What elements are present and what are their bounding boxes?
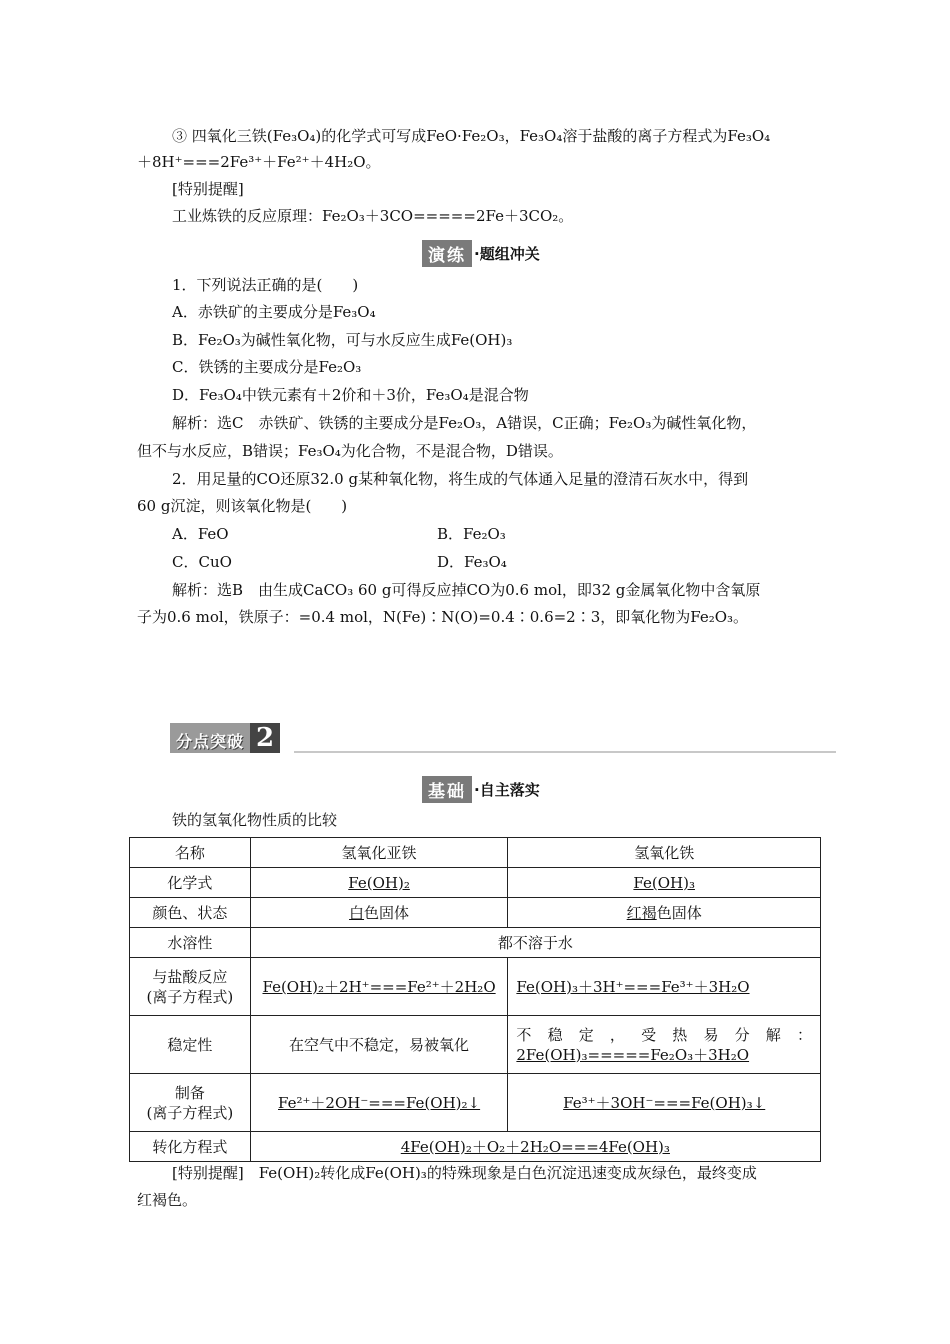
- drill-tag: 演练: [422, 240, 472, 267]
- table-row: [130, 898, 821, 928]
- header-cell: 氢氧化亚铁: [250, 838, 508, 868]
- header-cell: 氢氧化铁: [508, 838, 821, 868]
- section-label-box: [170, 723, 280, 753]
- cell-value: 4Fe(OH)₂＋O₂＋2H₂O===4Fe(OH)₃: [400, 1137, 670, 1156]
- basic-tag: 基础: [422, 776, 472, 803]
- label-line: 与盐酸反应: [152, 967, 228, 986]
- table-caption: 铁的氢氧化物性质的比较: [172, 811, 338, 829]
- q2-option-a: A．FeO: [172, 525, 229, 543]
- label-line: (离子方程式): [146, 987, 234, 1006]
- q1-option-a: A．赤铁矿的主要成分是Fe₃O₄: [172, 303, 376, 321]
- cell-value: 红褐: [626, 903, 657, 922]
- label-line: 制备: [174, 1083, 205, 1102]
- q2-option-b: B．Fe₂O₃: [437, 525, 506, 543]
- hydroxide-comparison-table: [129, 837, 821, 1162]
- table-cell: [250, 958, 508, 1016]
- q2-stem-line-2: 60 g沉淀，则该氧化物是( ): [137, 497, 348, 515]
- row-label: 水溶性: [130, 928, 251, 958]
- drill-header: [422, 240, 540, 267]
- q2-stem-line-1: 2．用足量的CO还原32.0 g某种氧化物，将生成的气体通入足量的澄清石灰水中，得到: [172, 470, 749, 488]
- table-row: [130, 868, 821, 898]
- row-label: 转化方程式: [130, 1132, 251, 1162]
- table-cell: [508, 1016, 821, 1074]
- q1-option-b: B．Fe₂O₃为碱性氧化物，可与水反应生成Fe(OH)₃: [172, 331, 513, 349]
- cell-value: 白: [349, 903, 365, 922]
- table-row: [130, 1132, 821, 1162]
- table-cell: [250, 868, 508, 898]
- q1-answer-line-2: 但不与水反应，B错误；Fe₃O₄为化合物，不是混合物，D错误。: [137, 442, 563, 460]
- table-cell: [508, 898, 821, 928]
- cell-value: 2Fe(OH)₃=====Fe₂O₃＋3H₂O: [516, 1045, 750, 1064]
- cell-value: Fe(OH)₂＋2H⁺===Fe²⁺＋2H₂O: [262, 977, 496, 996]
- basic-header: [422, 776, 540, 803]
- table-cell: 都不溶于水: [250, 928, 820, 958]
- table-cell: [250, 1132, 820, 1162]
- section-rule: [294, 751, 836, 753]
- table-row: [130, 1074, 821, 1132]
- row-label: [130, 958, 251, 1016]
- row-label: 颜色、状态: [130, 898, 251, 928]
- cell-line: 不稳定，受热易分解：: [516, 1025, 812, 1044]
- q2-option-d: D．Fe₃O₄: [437, 553, 507, 571]
- table-row: [130, 958, 821, 1016]
- cell-value: Fe(OH)₂: [348, 873, 410, 892]
- q1-option-d: D．Fe₃O₄中铁元素有＋2价和＋3价，Fe₃O₄是混合物: [172, 386, 529, 404]
- table-row: [130, 838, 821, 868]
- table-cell: [508, 868, 821, 898]
- cell-value: Fe(OH)₃＋3H⁺===Fe³⁺＋3H₂O: [516, 977, 750, 996]
- section-title: 分点突破: [176, 732, 245, 751]
- q1-stem: 1．下列说法正确的是( ): [172, 276, 359, 294]
- q2-answer-line-1: 解析：选B 由生成CaCO₃ 60 g可得反应掉CO为0.6 mol，即32 g金属氧化物中含氧原: [172, 581, 761, 599]
- section-banner: [170, 723, 836, 755]
- label-line: (离子方程式): [146, 1103, 234, 1122]
- table-cell: [508, 958, 821, 1016]
- final-reminder-line-1: [特别提醒] Fe(OH)₂转化成Fe(OH)₃的特殊现象是白色沉淀迅速变成灰绿色，最终变成: [172, 1164, 757, 1182]
- fe3o4-line-1: ③ 四氧化三铁(Fe₃O₄)的化学式可写成FeO·Fe₂O₃，Fe₃O₄溶于盐酸的离子方程式为Fe₃O₄: [172, 127, 771, 145]
- basic-subtitle: ·自主落实: [474, 781, 540, 799]
- cell-value: 色固体: [364, 903, 410, 922]
- q1-option-c: C．铁锈的主要成分是Fe₂O₃: [172, 358, 362, 376]
- table-cell: [508, 1074, 821, 1132]
- cell-value: Fe²⁺＋2OH⁻===Fe(OH)₂↓: [278, 1093, 481, 1112]
- row-label: 化学式: [130, 868, 251, 898]
- special-reminder-label: [特别提醒]: [172, 180, 244, 198]
- cell-value: 色固体: [656, 903, 702, 922]
- cell-value: Fe³⁺＋3OH⁻===Fe(OH)₃↓: [563, 1093, 766, 1112]
- table-row: [130, 928, 821, 958]
- row-label: [130, 1074, 251, 1132]
- fe3o4-line-2: ＋8H⁺===2Fe³⁺＋Fe²⁺＋4H₂O。: [137, 153, 381, 171]
- final-reminder-line-2: 红褐色。: [137, 1191, 198, 1209]
- section-number: 2: [250, 723, 280, 753]
- table-cell: [250, 898, 508, 928]
- table-cell: [250, 1074, 508, 1132]
- q2-option-c: C．CuO: [172, 553, 232, 571]
- q1-answer-line-1: 解析：选C 赤铁矿、铁锈的主要成分是Fe₂O₃，A错误，C正确；Fe₂O₃为碱性氧化物，: [172, 414, 757, 432]
- table-cell: 在空气中不稳定，易被氧化: [250, 1016, 508, 1074]
- ironmaking-principle: 工业炼铁的反应原理：Fe₂O₃＋3CO=====2Fe＋3CO₂。: [172, 207, 574, 225]
- row-label: 稳定性: [130, 1016, 251, 1074]
- drill-subtitle: ·题组冲关: [474, 245, 540, 263]
- table-row: [130, 1016, 821, 1074]
- cell-value: Fe(OH)₃: [633, 873, 695, 892]
- header-cell: 名称: [130, 838, 251, 868]
- q2-answer-line-2: 子为0.6 mol，铁原子：=0.4 mol，N(Fe)∶N(O)=0.4∶0.6=2∶3，即氧化物为Fe₂O₃。: [137, 608, 749, 626]
